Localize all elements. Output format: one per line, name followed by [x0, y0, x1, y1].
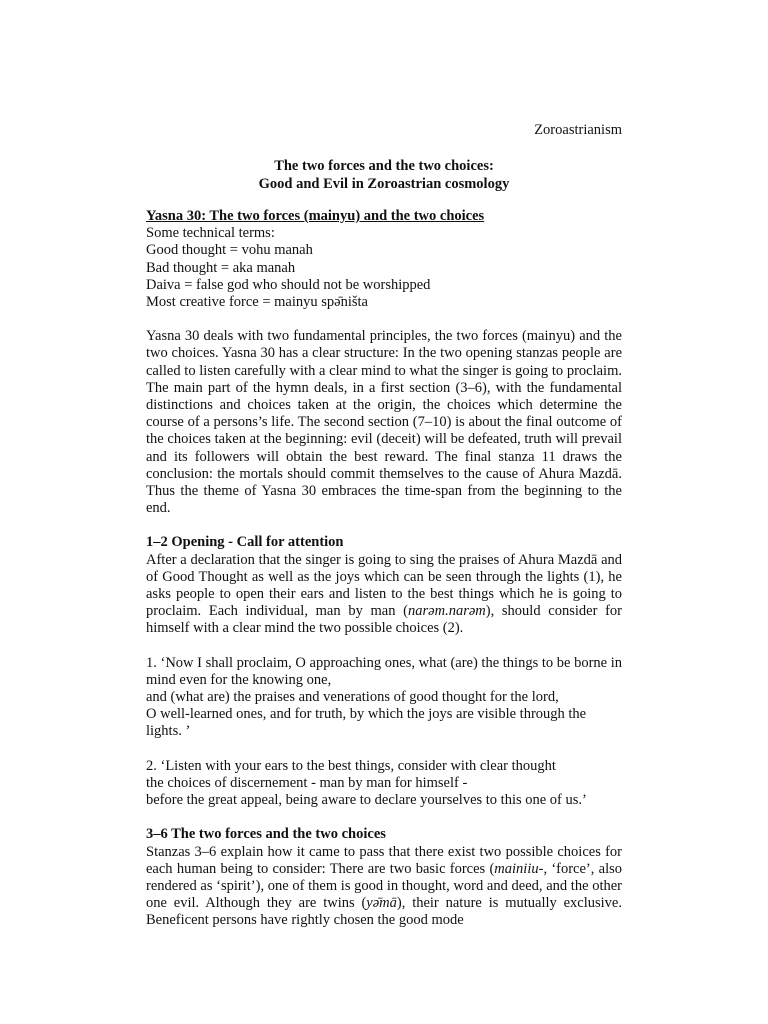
two-forces-italic-b: yə̄mā	[366, 895, 397, 912]
stanza-1	[146, 655, 622, 741]
stanza-1-line-3: O well-learned ones, and for truth, by which the joys are visible through the lights. ’	[146, 706, 587, 740]
term-item: Bad thought = aka manah	[146, 259, 296, 276]
term-item: Good thought = vohu manah	[146, 242, 313, 259]
two-forces-paragraph	[146, 844, 622, 930]
intro-paragraph: Yasna 30 deals with two fundamental principles, the two forces (mainyu) and the two choices. Yasna 30 has a clear structure: In the two opening stanzas people are called to listen carefully with a clear mind to what the singer is going to proclaim. The main part of the hymn deals, in a first section (3–6), with the fundamental distinctions and choices taken at the origin, the choices which determine the course of a persons’s life. The second section (7–10) is about the final outcome of the choices taken at the beginning: evil (deceit) will be defeated, truth will prevail and its followers will obtain the best reward. The final stanza 11 draws the conclusion: the mortals should commit themselves to the cause of Ahura Mazdā. Thus the theme of Yasna 30 embraces the time-span from the beginning to the end.	[146, 328, 622, 517]
stanza-1-line-2: and (what are) the praises and venerations of good thought for the lord,	[146, 689, 559, 706]
stanza-2-line-3: before the great appeal, being aware to declare yourselves to this one of us.’	[146, 792, 587, 809]
title-line-2: Good and Evil in Zoroastrian cosmology	[258, 176, 510, 192]
yasna-heading: Yasna 30: The two forces (mainyu) and the two choices	[146, 208, 485, 224]
opening-text-b: ), should consider for himself with a clear mind the two possible choices (2).	[146, 603, 622, 637]
section-heading-two-forces: 3–6 The two forces and the two choices	[146, 826, 386, 843]
two-forces-italic-a: mainiiu-	[494, 860, 544, 877]
technical-terms	[146, 225, 622, 311]
stanza-2-line-2: the choices of discernement - man by man for himself -	[146, 774, 468, 791]
two-forces-text-a: Stanzas 3–6 explain how it came to pass that there exist two possible choices for each human being to consider: There are two basic forces (	[146, 843, 622, 877]
two-forces-text-c: ), their nature is mutually exclusive. Beneficent persons have rightly chosen the good mode	[146, 895, 622, 929]
stanza-2-line-1: 2. ‘Listen with your ears to the best things, consider with clear thought	[146, 757, 556, 774]
section-heading-opening: 1–2 Opening - Call for attention	[146, 534, 344, 551]
opening-text-a: After a declaration that the singer is going to sing the praises of Ahura Mazdā and of Good Thought as well as the joys which can be seen through the lights (1), he asks people to open their ears and listen to the best things which he is going to proclaim. Each individual, man by man (	[146, 551, 622, 620]
terms-intro: Some technical terms:	[146, 225, 275, 242]
term-item: Daiva = false god who should not be worshipped	[146, 276, 431, 293]
opening-paragraph	[146, 552, 622, 638]
document-title	[146, 157, 622, 193]
two-forces-text-b: , ‘force’, also rendered as ‘spirit’), one of them is good in thought, word and deed, and the other one evil. Although they are twins (	[146, 860, 622, 912]
title-line-1: The two forces and the two choices:	[274, 158, 494, 174]
document-body	[146, 208, 622, 930]
term-item: Most creative force = mainyu spə̄ništa	[146, 294, 368, 311]
stanza-1-line-1: 1. ‘Now I shall proclaim, O approaching ones, what (are) the things to be borne in mind even for the knowing one,	[146, 654, 622, 688]
stanza-2	[146, 758, 622, 810]
running-head: Zoroastrianism	[534, 122, 622, 138]
opening-text-italic: narəm.narəm	[408, 603, 486, 620]
